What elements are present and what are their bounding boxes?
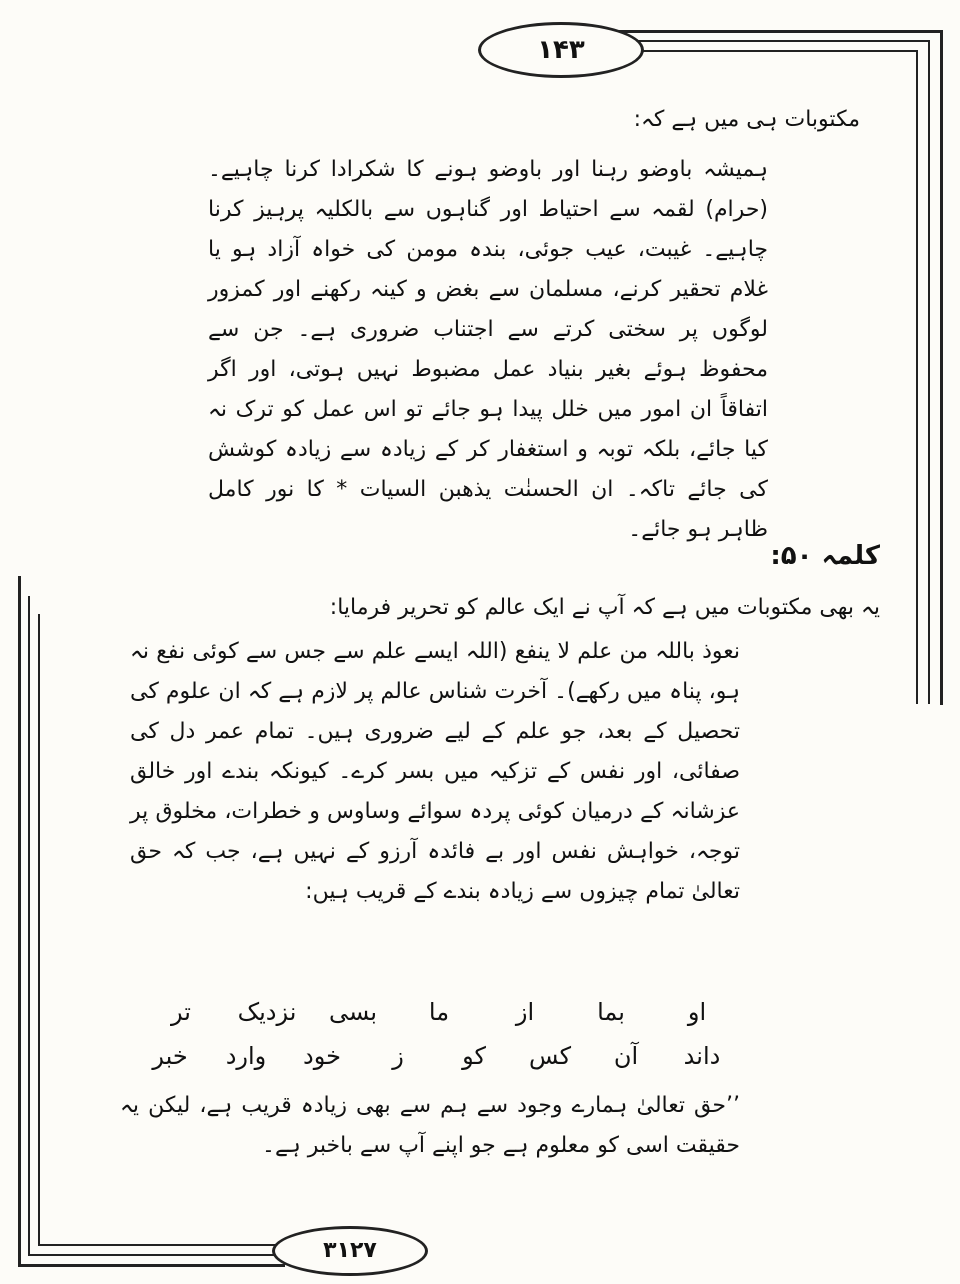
paragraph-1: ہمیشہ باوضو رہنا اور باوضو ہونے کا شکرادا کرنا چاہیے۔ (حرام) لقمہ سے احتیاط اور گناہوں سے بالکلیہ پرہیز کرنا چاہیے۔ غیبت، عیب جوئی، بندہ مومن کی خواہ آزاد ہو یا غلام تحقیر کرنے، مسلمان سے بغض و کینہ رکھنے اور کمزور لوگوں پر سختی کرتے سے اجتناب ضروری ہے۔ جن سے محفوظ ہوئے بغیر بنیاد عمل مضبوط نہیں ہوتی، اور اگر اتفاقاً ان امور میں خلل پیدا ہو جائے تو اس عمل کو ترک نہ کیا جائے، بلکہ توبہ و استغفار کر کے زیادہ سے زیادہ کوشش کی جائے تاکہ۔ ان الحسنٰت یذھبن السیات * کا نور کامل ظاہر ہو جائے۔ — [208, 157, 768, 542]
verse-word: بسی — [328, 998, 378, 1026]
verse-word: ما — [428, 998, 450, 1026]
verse-line-1 — [120, 998, 740, 1026]
verse-word: آن — [613, 1042, 639, 1070]
section-intro: یہ بھی مکتوبات میں ہے کہ آپ نے ایک عالم کو تحریر فرمایا: — [329, 595, 880, 620]
page-number-top: ۱۴۳ — [478, 22, 644, 78]
page-number-bottom: ۳۱۲۷ — [272, 1226, 428, 1276]
verse-word: ز — [392, 1042, 404, 1070]
verse-word: خود — [303, 1042, 341, 1070]
verse-word: بما — [597, 998, 625, 1026]
verse-word: خبر — [152, 1042, 188, 1070]
verse-word: نزدیک — [237, 998, 297, 1026]
paragraph-3: ’’حق تعالیٰ ہمارے وجود سے ہم سے بھی زیادہ قریب ہے، لیکن یہ حقیقت اسی کو معلوم ہے جو اپنے آپ سے باخبر ہے۔ — [120, 1093, 740, 1158]
verse-word: کس — [528, 1042, 572, 1070]
section-heading: کلمہ ۵۰: — [770, 541, 880, 571]
verse-word: او — [687, 998, 707, 1026]
paragraph-2: نعوذ باللہ من علم لا ینفع (اللہ ایسے علم سے جس سے کوئی نفع نہ ہو، پناہ میں رکھے)۔ آخرت شناس عالم پر لازم ہے کہ ان علوم کی تحصیل کے بعد، جو علم کے لیے ضروری ہیں۔ تمام عمر دل کی صفائی، اور نفس کے تزکیہ میں بسر کرے۔ کیونکہ بندے اور خالق عزشانہ کے درمیان کوئی پردہ سوائے وساوس و خطرات، مخلوق پر توجہ، خواہش نفس اور بے فائدہ آرزو کے نہیں ہے، جب کہ حق تعالیٰ تمام چیزوں سے زیادہ بندے کے قریب ہیں: — [130, 639, 740, 904]
verse-word: وارد — [225, 1042, 267, 1070]
verse-line-2 — [120, 1042, 740, 1070]
intro-line: مکتوبات ہی میں ہے کہ: — [633, 107, 860, 132]
verse-word: از — [515, 998, 535, 1026]
verse-word: تر — [171, 998, 191, 1026]
verse-word: کو — [462, 1042, 486, 1070]
verse-word: داند — [683, 1042, 721, 1070]
